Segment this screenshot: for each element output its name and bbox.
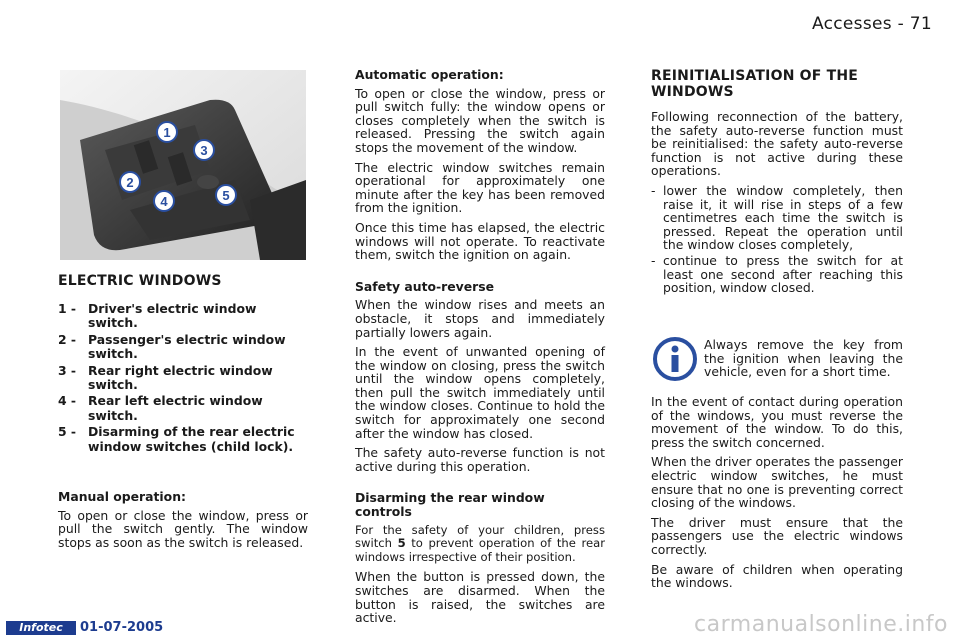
- manual-operation-title: Manual operation:: [58, 489, 186, 504]
- callout-2: 2: [126, 175, 134, 190]
- note-text: Always remove the key from the ignition when leaving the vehicle, even for a short time.: [704, 337, 903, 380]
- list-item: 2 - Passenger's electric window switch.: [58, 331, 286, 362]
- disarming-p2: When the button is pressed down, the switches are disarmed. When the button is raised, the switches are active.: [355, 569, 605, 626]
- reinitialisation-p1: Following reconnection of the battery, the safety auto-reverse function must be reinitialised: the safety auto-reverse function is not active during these operations.: [651, 109, 903, 179]
- list-item: - lower the window completely, then raise it, it will rise in steps of a few centimetres each time the switch is pressed. Repeat the operation until the window closes completely,: [651, 182, 903, 253]
- list-item: 5 - Disarming of the rear electric window switches (child lock).: [58, 424, 295, 454]
- right-notes: [651, 395, 903, 596]
- callout-4: 4: [160, 194, 168, 209]
- automatic-operation-p1: To open or close the window, press or pull switch fully: the window opens or closes completely when the switch is released. Pressing the switch again stops the movement of the window.: [355, 85, 605, 155]
- safety-p2: In the event of unwanted opening of the window on closing, press the switch until the window opens completely, then pull the switch immediately until the window closes. Continue to hold the switch for approximately one second after the window has closed.: [355, 344, 605, 441]
- manual-operation-block: [58, 490, 308, 555]
- callout-1: 1: [163, 125, 171, 140]
- list-item: 4 - Rear left electric window switch.: [58, 393, 263, 423]
- callout-5: 5: [222, 188, 230, 203]
- automatic-operation-title: Automatic operation:: [355, 67, 504, 82]
- callout-3: 3: [200, 143, 208, 158]
- note-p3: When the driver operates the passenger electric window switches, he must ensure that no one is preventing correct closing of the windows.: [651, 454, 903, 511]
- disarming-p1: For the safety of your children, press switch 5 to prevent operation of the rear windows irrespective of their position.: [355, 522, 605, 564]
- automatic-operation-p2: The electric window switches remain operational for approximately one minute after the key has been removed from the ignition.: [355, 159, 605, 216]
- disarming-title: Disarming the rear window controls: [355, 490, 545, 520]
- list-item: - continue to press the switch for at least one second after reaching this position, window closed.: [651, 252, 903, 296]
- switch-list: [58, 302, 308, 454]
- middle-column: [355, 68, 605, 631]
- note-p4: The driver must ensure that the passengers use the electric windows correctly.: [651, 514, 903, 557]
- note-p2: In the event of contact during operation of the windows, you must reverse the movement of the window. To do this, press the switch concerned.: [651, 394, 903, 450]
- footer-date: 01-07-2005: [80, 620, 164, 635]
- list-item: 3 - Rear right electric window switch.: [58, 362, 273, 393]
- reinitialisation-title: REINITIALISATION OF THE WINDOWS: [651, 68, 859, 100]
- automatic-operation-p3: Once this time has elapsed, the electric windows will not operate. To reactivate them, switch the ignition on again.: [355, 219, 605, 263]
- manual-operation-text: To open or close the window, press or pull the switch gently. The window stops as soon as the switch is released.: [58, 507, 308, 550]
- right-column: [651, 68, 903, 297]
- page-title: Accesses - 71: [812, 14, 932, 34]
- safety-auto-reverse-title: Safety auto-reverse: [355, 278, 495, 294]
- infotec-logo: Infotec: [6, 621, 76, 635]
- left-column: [58, 273, 308, 456]
- info-icon: [652, 336, 698, 382]
- safety-p3: The safety auto-reverse function is not active during this operation.: [355, 445, 605, 474]
- note-p5: Be aware of children when operating the windows.: [651, 561, 903, 591]
- list-item: 1 - Driver's electric window switch.: [58, 301, 257, 331]
- note-box: [704, 338, 903, 385]
- watermark: carmanualsonline.info: [694, 612, 948, 637]
- window-switch-photo: [60, 70, 306, 260]
- safety-p1: When the window rises and meets an obstacle, it stops and immediately partially lowers again.: [355, 297, 605, 340]
- section-title-electric-windows: ELECTRIC WINDOWS: [58, 273, 222, 289]
